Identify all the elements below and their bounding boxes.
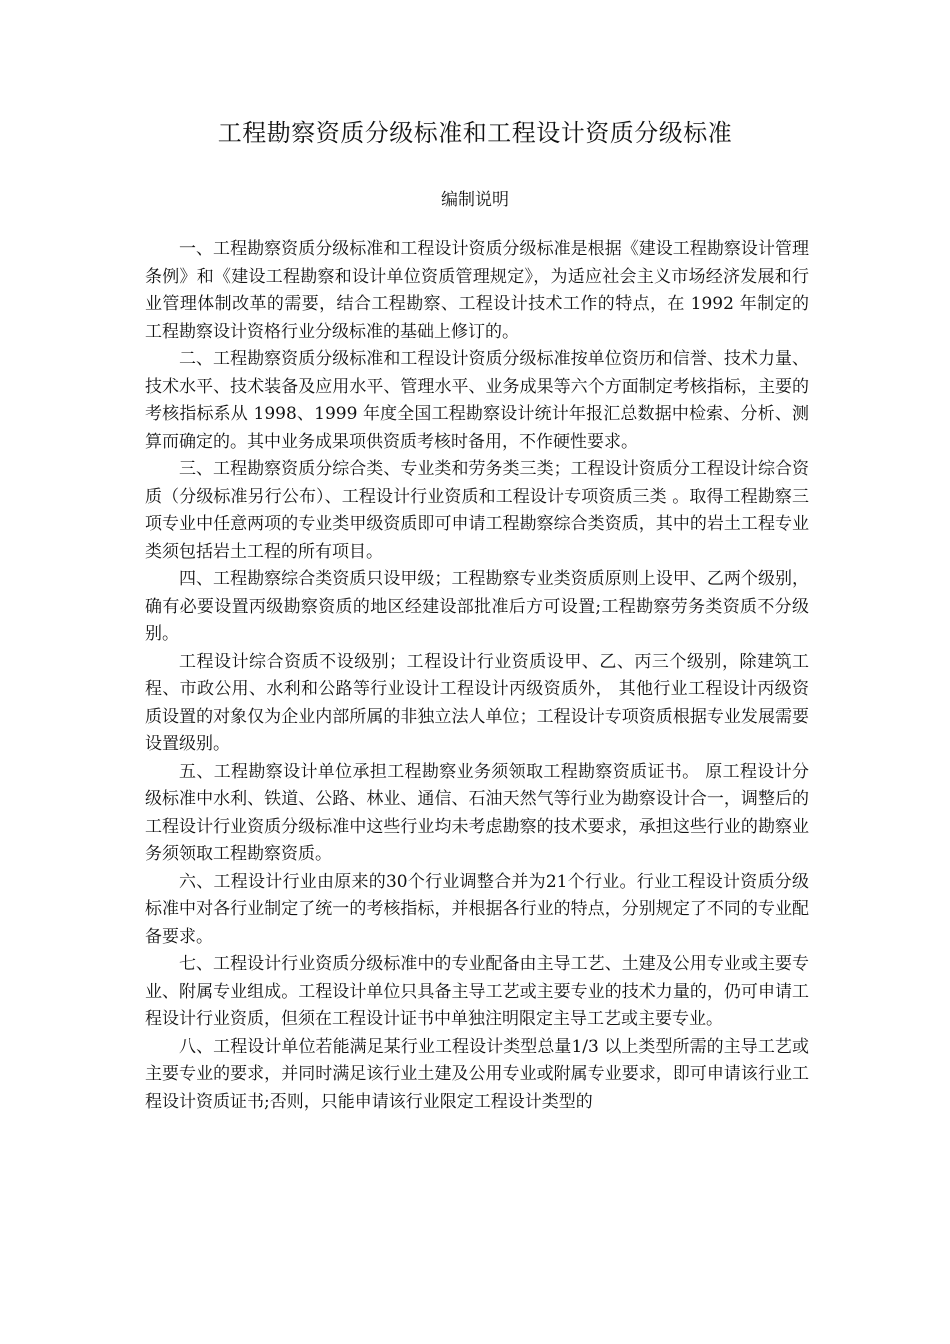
paragraph-5: 工程设计综合资质不设级别；工程设计行业资质设甲、乙、丙三个级别，除建筑工程、市政公用、水利和公路等行业设计工程设计丙级资质外， 其他行业工程设计丙级资质设置的对象仅为企业内部所属的非独立法人单位；工程设计专项资质根据专业发展需要设置级别。 <box>145 651 809 754</box>
document-subtitle: 编制说明 <box>441 190 509 210</box>
paragraph-6: 五、工程勘察设计单位承担工程勘察业务须领取工程勘察资质证书。 原工程设计分级标准中水利、铁道、公路、林业、通信、石油天然气等行业为勘察设计合一，调整后的工程设计行业资质分级标准中这些行业均未考虑勘察的技术要求，承担这些行业的勘察业务须领取工程勘察资质。 <box>145 761 809 864</box>
paragraph-4: 四、工程勘察综合类资质只设甲级；工程勘察专业类资质原则上设甲、乙两个级别，确有必要设置丙级勘察资质的地区经建设部批准后方可设置;工程勘察劳务类资质不分级别。 <box>145 569 809 644</box>
document-title: 工程勘察资质分级标准和工程设计资质分级标准 <box>217 119 733 147</box>
paragraph-1: 一、工程勘察资质分级标准和工程设计资质分级标准是根据《建设工程勘察设计管理条例》和《建设工程勘察和设计单位资质管理规定》，为适应社会主义市场经济发展和行业管理体制改革的需要，结合工程勘察、工程设计技术工作的特点，在 1992 年制定的工程勘察设计资格行业分级标准的基础上修订的。 <box>145 239 809 342</box>
paragraph-2: 二、工程勘察资质分级标准和工程设计资质分级标准按单位资历和信誉、技术力量、技术水平、技术装备及应用水平、管理水平、业务成果等六个方面制定考核指标，主要的考核指标系从 1998、1999 年度全国工程勘察设计统计年报汇总数据中检索、分析、测算而确定的。其中业务成果项供资质考核时备用，不作硬性要求。 <box>145 349 809 452</box>
paragraph-9: 八、工程设计单位若能满足某行业工程设计类型总量1/3 以上类型所需的主导工艺或主要专业的要求，并同时满足该行业土建及公用专业或附属专业要求，即可申请该行业工程设计资质证书;否则，只能申请该行业限定工程设计类型的 <box>145 1036 809 1112</box>
paragraph-3: 三、工程勘察资质分综合类、专业类和劳务类三类；工程设计资质分工程设计综合资质（分级标准另行公布）、工程设计行业资质和工程设计专项资质三类 。取得工程勘察三项专业中任意两项的专业类甲级资质即可申请工程勘察综合类资质，其中的岩土工程专业类须包括岩土工程的所有项目。 <box>145 459 809 562</box>
paragraph-8: 七、工程设计行业资质分级标准中的专业配备由主导工艺、土建及公用专业或主要专业、附属专业组成。工程设计单位只具备主导工艺或主要专业的技术力量的，仍可申请工程设计行业资质，但须在工程设计证书中单独注明限定主导工艺或主要专业。 <box>145 954 809 1029</box>
document-body <box>145 236 809 1116</box>
paragraph-7: 六、工程设计行业由原来的30个行业调整合并为21个行业。行业工程设计资质分级标准中对各行业制定了统一的考核指标，并根据各行业的特点，分别规定了不同的专业配备要求。 <box>145 871 809 947</box>
